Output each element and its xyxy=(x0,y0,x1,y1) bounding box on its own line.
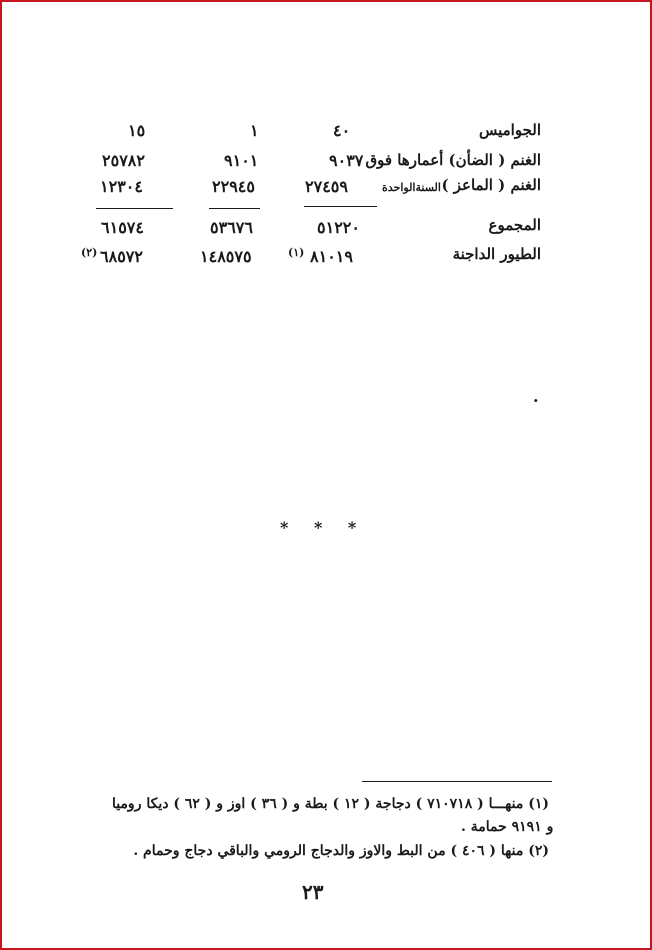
row-label-goats: الغنم ( الماعز ) xyxy=(441,176,541,194)
row-buffalo-c3: ١٥ xyxy=(128,121,146,140)
total-rule-c2 xyxy=(209,208,260,209)
row-sheep-c1: ٩٠٣٧ xyxy=(329,151,364,170)
row-goats-c2: ٢٢٩٤٥ xyxy=(212,177,255,196)
footnote-1-line-1: (١) منهـــا ( ٧١٠٧١٨ ) دجاجة ( ١٢ ) بطة و ( ٣٦ ) اوز و ( ٦٢ ) ديكا روميا xyxy=(111,796,549,812)
row-buffalo-c1: ٤٠ xyxy=(333,121,351,140)
poultry-c2: ١٤٨٥٧٥ xyxy=(200,247,252,266)
total-label: المجموع xyxy=(488,216,541,234)
row-sheep-c2: ٩١٠١ xyxy=(224,151,259,170)
row-goats-c3: ١٢٣٠٤ xyxy=(100,177,143,196)
total-rule-c1 xyxy=(304,206,377,207)
total-c1: ٥١٢٢٠ xyxy=(317,218,360,237)
footnote-1-line-2: و ٩١٩١ حمامة . xyxy=(461,819,554,835)
poultry-c1: ٨١٠١٩ xyxy=(310,247,353,266)
total-rule-c3 xyxy=(96,208,173,209)
footnote-rule xyxy=(362,781,552,782)
total-c3: ٦١٥٧٤ xyxy=(101,218,144,237)
poultry-label: الطيور الداجنة xyxy=(452,245,541,263)
row-sheep-c3: ٢٥٧٨٢ xyxy=(102,151,145,170)
footnote-2: (٢) منها ( ٤٠٦ ) من البط والاوز والدجاج الرومي والباقي دجاج وحمام . xyxy=(133,843,549,859)
row-label-buffalo: الجواميس xyxy=(478,121,541,139)
row-goats-c1: ٢٧٤٥٩ xyxy=(305,177,348,196)
total-c2: ٥٣٦٧٦ xyxy=(210,218,253,237)
section-separator: * * * xyxy=(280,518,367,537)
poultry-c3: ٦٨٥٧٢ xyxy=(100,247,143,266)
poultry-c1-footnote-ref: (١) xyxy=(288,246,305,259)
row-label-sheep: الغنم ( الضأن) أعمارها فوق xyxy=(365,151,541,169)
row-label-goats-note: السنةالواحدة xyxy=(382,181,441,194)
stray-dot: . xyxy=(533,387,539,406)
poultry-c3-footnote-ref: (٢) xyxy=(81,246,98,259)
page-number: ٢٣ xyxy=(302,880,324,904)
row-buffalo-c2: ١ xyxy=(250,121,259,140)
